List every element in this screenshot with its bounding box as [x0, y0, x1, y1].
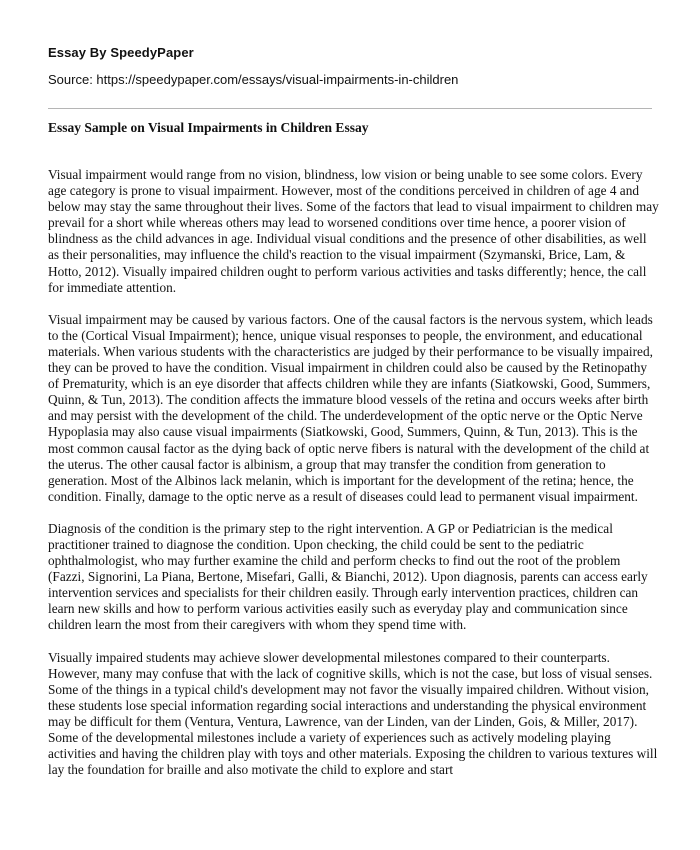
paragraph-3: Diagnosis of the condition is the primary step to the right intervention. A GP or Pediatrician is the medical practitioner trained to diagnose the condition. Upon checking, the child could be sent to the pediatric ophthalmologist, who may further examine the child and perform checks to find out the root of the problem (Fazzi, Signorini, La Piana, Bertone, Misefari, Galli, & Bianchi, 2012). Upon diagnosis, parents can access early intervention services and specialists for their children easily. Through early intervention practices, children can learn new skills and how to perform various activities easily such as everyday play and communication since children learn the most from their caregivers with whom they spend time with.: [48, 520, 648, 633]
paragraph-1: Visual impairment would range from no vision, blindness, low vision or being unable to see some colors. Every age category is prone to visual impairment. However, most of the conditions perceived in children of age 4 and below may stay the same throughout their lives. Some of the factors that lead to visual impairment to children may prevail for a short while whereas others may lead to worsened conditions over time hence, a poorer vision of blindness as the child advances in age. Individual visual conditions and the presence of other disabilities, as well as their personalities, may influence the child's reaction to the visual impairment (Szymanski, Brice, Lam, & Hotto, 2012). Visually impaired children ought to perform various activities and tasks differently; hence, the call for immediate attention.: [48, 167, 659, 295]
header-divider: [48, 108, 652, 109]
essay-title: Essay Sample on Visual Impairments in Children Essay: [48, 120, 369, 135]
source-line: Source: https://speedypaper.com/essays/visual-impairments-in-children: [48, 72, 459, 87]
essay-body: [48, 167, 660, 794]
paragraph-2: Visual impairment may be caused by various factors. One of the causal factors is the nervous system, which leads to the (Cortical Visual Impairment); hence, unique visual responses to people, the environment, and educational materials. When various students with the characteristics are judged by their performance to be visually impaired, they can be proved to have the condition. Visual impairment in children could also be caused by the Retinopathy of Prematurity, which is an eye disorder that affects children while they are infants (Siatkowski, Good, Summers, Quinn, & Tun, 2013). The condition affects the immature blood vessels of the retina and occurs weeks after birth and may persist with the development of the child. The underdevelopment of the optic nerve or the Optic Nerve Hypoplasia may also cause visual impairments (Siatkowski, Good, Summers, Quinn, & Tun, 2013). This is the most common causal factor as the dying back of optic nerve fibers is natural with the development of the child at the uterus. The other causal factor is albinism, a group that may transfer the condition from generation to generation. Most of the Albinos lack melanin, which is important for the development of the retina; hence, the condition. Finally, damage to the optic nerve as a result of diseases could lead to permanent visual impairment.: [48, 311, 653, 504]
paragraph-4: Visually impaired students may achieve slower developmental milestones compared to their counterparts. However, many may confuse that with the lack of cognitive skills, which is not the case, but loss of visual senses. Some of the things in a typical child's development may not favor the visually impaired children. Without vision, these students lose special information regarding social interactions and understanding the physical environment may be difficult for them (Ventura, Ventura, Lawrence, van der Linden, van der Linden, Gois, & Miller, 2017). Some of the developmental milestones include a variety of experiences such as actively modeling playing activities and having the children play with toys and other materials. Exposing the children to various textures will lay the foundation for braille and also motivate the child to explore and start: [48, 649, 658, 778]
document-header-title: Essay By SpeedyPaper: [48, 45, 194, 60]
